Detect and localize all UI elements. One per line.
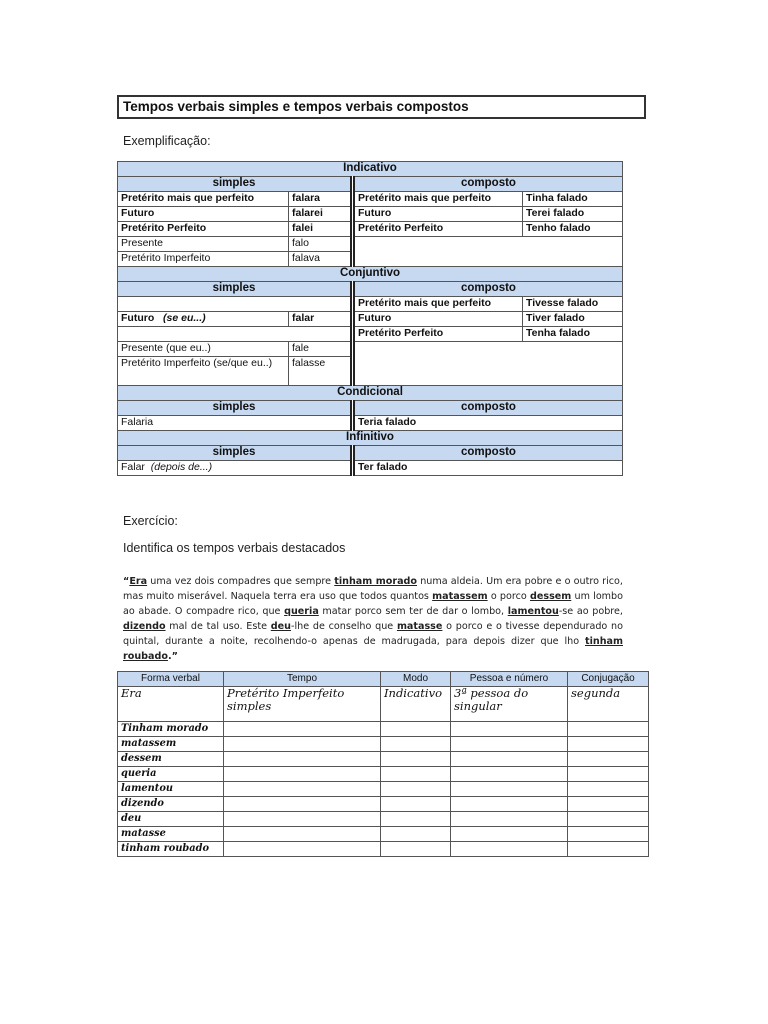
highlighted-verb: dessem — [529, 591, 572, 602]
answer-cell[interactable] — [451, 842, 568, 857]
tense-label: Futuro — [121, 312, 155, 324]
highlighted-verb: matasse — [396, 621, 443, 632]
highlighted-verb: deu — [270, 621, 292, 632]
passage-text: uma vez dois compadres que sempre — [147, 576, 335, 587]
compound-header: composto — [353, 282, 623, 297]
verb-form — [118, 461, 353, 476]
tense-name: Pretérito Perfeito — [353, 222, 523, 237]
verb-form: falara — [289, 192, 353, 207]
answer-cell[interactable] — [568, 722, 649, 737]
passage-text: matar porco sem ter de dar o lombo, — [318, 606, 508, 617]
answer-cell[interactable] — [224, 812, 381, 827]
passage-text: .” — [167, 651, 178, 662]
verb-form: falarei — [289, 207, 353, 222]
answer-cell[interactable] — [451, 767, 568, 782]
exercise-label: Exercício: — [123, 514, 178, 528]
simple-header: simples — [118, 446, 353, 461]
verb-form: Falaria — [118, 416, 353, 431]
answer-cell[interactable] — [451, 827, 568, 842]
answer-cell[interactable]: Indicativo — [381, 687, 451, 722]
table-row — [118, 687, 649, 722]
verb-form-cell: matasse — [118, 827, 224, 842]
verb-form-cell: dizendo — [118, 797, 224, 812]
column-header: Pessoa e número — [451, 672, 568, 687]
conjugation-table — [117, 161, 623, 476]
table-row — [118, 767, 649, 782]
table-row — [118, 797, 649, 812]
verb-form: fale — [289, 342, 353, 357]
highlighted-verb: matassem — [432, 591, 488, 602]
empty-cell — [353, 237, 623, 267]
answer-cell[interactable] — [451, 752, 568, 767]
exercise-passage — [123, 574, 623, 664]
answer-cell[interactable] — [381, 767, 451, 782]
answer-cell[interactable] — [451, 782, 568, 797]
page-title: Tempos verbais simples e tempos verbais compostos — [117, 95, 646, 119]
tense-name: Pretérito Imperfeito — [118, 252, 289, 267]
highlighted-verb: tinham morado — [334, 576, 417, 587]
answer-cell[interactable] — [224, 827, 381, 842]
table-row — [118, 782, 649, 797]
answer-cell[interactable] — [224, 767, 381, 782]
verb-form-cell: Era — [118, 687, 224, 722]
answer-cell[interactable]: Pretérito Imperfeito simples — [224, 687, 381, 722]
verb-form: Tivesse falado — [523, 297, 623, 312]
verb-form-cell: queria — [118, 767, 224, 782]
answer-cell[interactable] — [224, 782, 381, 797]
tense-name: Pretérito mais que perfeito — [118, 192, 289, 207]
column-header: Forma verbal — [118, 672, 224, 687]
answer-cell[interactable]: 3ª pessoa do singular — [451, 687, 568, 722]
answer-cell[interactable] — [568, 737, 649, 752]
compound-header: composto — [353, 401, 623, 416]
answer-cell[interactable] — [568, 752, 649, 767]
answer-cell[interactable] — [568, 842, 649, 857]
empty-cell — [118, 327, 353, 342]
answer-cell[interactable] — [381, 752, 451, 767]
answer-cell[interactable] — [451, 737, 568, 752]
answer-cell[interactable] — [568, 782, 649, 797]
tense-name: Pretérito Perfeito — [353, 327, 523, 342]
tense-name: Futuro — [353, 207, 523, 222]
mood-header-condicional: Condicional — [118, 386, 623, 401]
answer-cell[interactable] — [381, 797, 451, 812]
verb-form: Teria falado — [353, 416, 623, 431]
passage-text: o porco — [487, 591, 530, 602]
tense-hint: (se eu...) — [163, 312, 206, 324]
answer-cell[interactable] — [451, 797, 568, 812]
exercise-table — [117, 671, 649, 857]
tense-name: Pretérito Imperfeito (se/que eu..) — [118, 357, 289, 386]
table-row — [118, 722, 649, 737]
highlighted-verb: queria — [284, 606, 319, 617]
answer-cell[interactable] — [224, 797, 381, 812]
highlighted-verb: tinham roubado — [123, 636, 623, 662]
simple-header: simples — [118, 282, 353, 297]
answer-cell[interactable] — [568, 797, 649, 812]
tense-name: Pretérito Perfeito — [118, 222, 289, 237]
table-row — [118, 827, 649, 842]
tense-name: Futuro — [118, 207, 289, 222]
examples-label: Exemplificação: — [123, 134, 211, 148]
compound-header: composto — [353, 177, 623, 192]
verb-form: Terei falado — [523, 207, 623, 222]
infinitive-simple: Falar — [121, 461, 145, 473]
verb-form: falava — [289, 252, 353, 267]
table-row — [118, 842, 649, 857]
mood-header-indicativo: Indicativo — [118, 162, 623, 177]
verb-form: Tenho falado — [523, 222, 623, 237]
answer-cell[interactable] — [568, 812, 649, 827]
answer-cell[interactable] — [224, 722, 381, 737]
verb-form: Ter falado — [353, 461, 623, 476]
answer-cell[interactable] — [381, 722, 451, 737]
simple-header: simples — [118, 177, 353, 192]
highlighted-verb: dizendo — [123, 621, 166, 632]
answer-cell[interactable] — [381, 782, 451, 797]
answer-cell[interactable] — [381, 827, 451, 842]
answer-cell[interactable] — [381, 737, 451, 752]
passage-text: -lhe de conselho que — [291, 621, 397, 632]
answer-cell[interactable] — [568, 827, 649, 842]
tense-name: Futuro — [353, 312, 523, 327]
answer-cell[interactable] — [224, 752, 381, 767]
mood-header-conjuntivo: Conjuntivo — [118, 267, 623, 282]
compound-header: composto — [353, 446, 623, 461]
mood-header-infinitivo: Infinitivo — [118, 431, 623, 446]
passage-text: “ — [123, 576, 130, 587]
verb-form: Tiver falado — [523, 312, 623, 327]
tense-name: Presente (que eu..) — [118, 342, 289, 357]
verb-form-cell: Tinham morado — [118, 722, 224, 737]
verb-form-cell: dessem — [118, 752, 224, 767]
verb-form-cell: lamentou — [118, 782, 224, 797]
passage-text: o porco e o tivesse dependurado no quintal, durante a noite, recolhendo-o apenas de madrugada, para depois dizer que lho — [123, 621, 624, 647]
verb-form: Tinha falado — [523, 192, 623, 207]
empty-cell — [118, 297, 353, 312]
answer-cell[interactable] — [451, 812, 568, 827]
empty-cell — [353, 342, 623, 386]
passage-text: -se ao pobre, — [558, 606, 623, 617]
answer-cell[interactable] — [224, 842, 381, 857]
verb-form-cell: matassem — [118, 737, 224, 752]
tense-name: Presente — [118, 237, 289, 252]
simple-header: simples — [118, 401, 353, 416]
table-row — [118, 752, 649, 767]
column-header: Conjugação — [568, 672, 649, 687]
exercise-instruction: Identifica os tempos verbais destacados — [123, 541, 346, 555]
verb-form-cell: tinham roubado — [118, 842, 224, 857]
verb-form: falei — [289, 222, 353, 237]
answer-cell[interactable] — [381, 812, 451, 827]
column-header: Modo — [381, 672, 451, 687]
infinitive-note: (depois de...) — [150, 461, 213, 473]
table-row — [118, 812, 649, 827]
verb-form: falo — [289, 237, 353, 252]
passage-text: numa aldeia. Um era pobre e o outro rico, mas muito miserável. Naquela terra era uso que todos quantos — [123, 576, 623, 602]
passage-text: mal de tal uso. Este — [165, 621, 271, 632]
verb-form: Tenha falado — [523, 327, 623, 342]
answer-cell[interactable]: segunda — [568, 687, 649, 722]
answer-cell[interactable] — [224, 737, 381, 752]
verb-form: falar — [289, 312, 353, 327]
table-row — [118, 737, 649, 752]
highlighted-verb: Era — [129, 576, 148, 587]
passage-text: um lombo ao abade. O compadre rico, que — [123, 591, 623, 617]
answer-cell[interactable] — [381, 842, 451, 857]
verb-form-cell: deu — [118, 812, 224, 827]
tense-name: Pretérito mais que perfeito — [353, 192, 523, 207]
tense-name: Pretérito mais que perfeito — [353, 297, 523, 312]
highlighted-verb: lamentou — [507, 606, 559, 617]
column-header: Tempo — [224, 672, 381, 687]
verb-form: falasse — [289, 357, 353, 386]
tense-name — [118, 312, 289, 327]
answer-cell[interactable] — [568, 767, 649, 782]
answer-cell[interactable] — [451, 722, 568, 737]
